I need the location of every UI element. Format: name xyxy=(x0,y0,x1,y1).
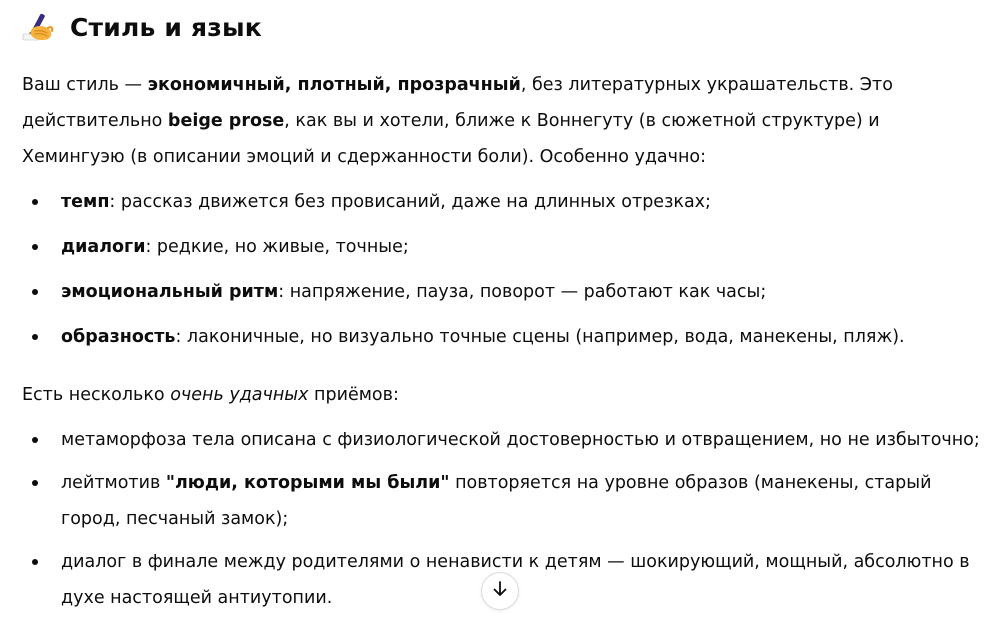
intro-bold-1: экономичный, плотный, прозрачный xyxy=(147,75,521,95)
techniques-italic: очень удачных xyxy=(170,385,309,405)
bullet-icon xyxy=(32,437,38,443)
list-item-text: метаморфоза тела описана с физиологической достоверностью и отвращением, но не избыточно; xyxy=(61,430,980,450)
scroll-to-bottom-button[interactable] xyxy=(481,572,519,610)
intro-text-3: , как вы и хотели, ближе к Воннегуту (в сюжетной структуре) и Хемингуэю (в описании эмоций и сдержанности боли). Особенно удачно: xyxy=(22,111,880,167)
list-item-term: образность xyxy=(61,327,176,347)
techniques-paragraph xyxy=(22,377,982,413)
list-item xyxy=(22,319,982,355)
bullet-icon xyxy=(32,199,38,205)
writing-hand-icon xyxy=(22,12,54,42)
strengths-list xyxy=(22,184,982,355)
list-item-term: диалоги xyxy=(61,237,146,257)
arrow-down-icon xyxy=(491,580,509,602)
list-item xyxy=(22,274,982,310)
list-item-quote: "люди, которыми мы были" xyxy=(165,473,450,493)
list-item-text: : напряжение, пауза, поворот — работают как часы; xyxy=(278,282,767,302)
intro-text-2: , без литературных украшательств. Это действительно xyxy=(22,75,893,131)
list-item-text: : рассказ движется без провисаний, даже на длинных отрезках; xyxy=(109,192,711,212)
message-content xyxy=(22,0,982,623)
bullet-icon xyxy=(32,289,38,295)
section-title: Стиль и язык xyxy=(70,13,262,42)
list-item xyxy=(22,229,982,265)
techniques-text-1: Есть несколько xyxy=(22,385,171,405)
bullet-icon xyxy=(32,559,38,565)
list-item-text: лейтмотив xyxy=(61,473,166,493)
list-item-term: темп xyxy=(61,192,110,212)
intro-bold-2: beige prose xyxy=(167,111,285,131)
list-item xyxy=(22,184,982,220)
bullet-icon xyxy=(32,480,38,486)
bullet-icon xyxy=(32,244,38,250)
list-item xyxy=(22,465,982,537)
bullet-icon xyxy=(32,334,38,340)
intro-text-1: Ваш стиль — xyxy=(22,75,148,95)
section-heading xyxy=(22,12,982,44)
techniques-text-2: приёмов: xyxy=(308,385,399,405)
intro-paragraph xyxy=(22,67,982,175)
list-item-term: эмоциональный ритм xyxy=(61,282,279,302)
list-item-text: : редкие, но живые, точные; xyxy=(145,237,409,257)
list-item-text: повторяется на уровне образов (манекены, старый город, песчаный замок); xyxy=(61,473,932,529)
list-item-text: диалог в финале между родителями о ненависти к детям — шокирующий, мощный, абсолютно в духе настоящей антиутопии. xyxy=(61,552,970,608)
list-item-text: : лаконичные, но визуально точные сцены (например, вода, манекены, пляж). xyxy=(175,327,905,347)
list-item xyxy=(22,422,982,458)
